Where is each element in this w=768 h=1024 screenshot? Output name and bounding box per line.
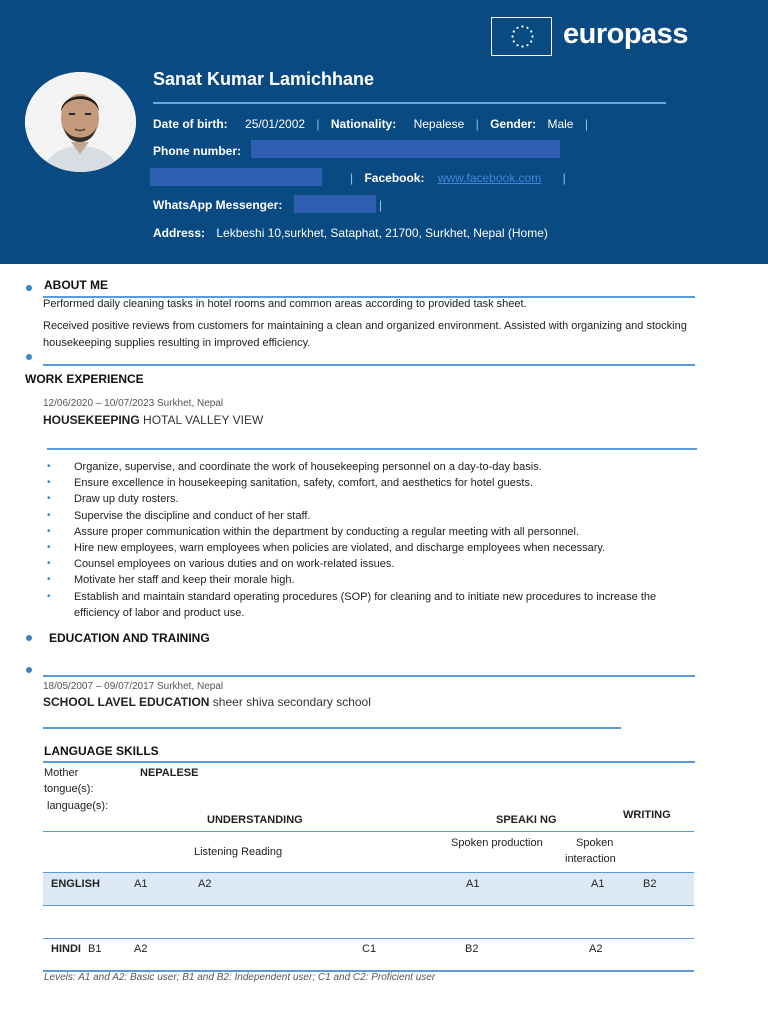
- europass-logo: europass: [563, 18, 688, 50]
- education-dates: 18/05/2007 – 09/07/2017 Surkhet, Nepal: [43, 681, 224, 692]
- facebook-link[interactable]: www.facebook.com: [437, 171, 542, 185]
- speaking-header: SPEAKI NG: [496, 814, 557, 826]
- candidate-name: Sanat Kumar Lamichhane: [153, 69, 375, 89]
- section-divider: [43, 364, 695, 366]
- section-bullet: [26, 354, 32, 360]
- whatsapp-row: [153, 198, 282, 212]
- duties-list: [47, 459, 697, 621]
- hindi-reading: A2: [134, 943, 148, 955]
- eu-flag-icon: [491, 17, 552, 56]
- bullet-icon: •: [47, 542, 51, 554]
- separator: |: [379, 198, 383, 212]
- section-bullet: [26, 285, 32, 291]
- understanding-header: UNDERSTANDING: [207, 814, 303, 826]
- section-divider: [43, 761, 695, 763]
- english-listening: A1: [134, 878, 148, 890]
- bullet-icon: •: [47, 461, 51, 472]
- separator: |: [584, 117, 588, 131]
- facebook-label: Facebook:: [364, 171, 425, 185]
- bullet-icon: •: [47, 590, 51, 602]
- hindi-production: C1: [362, 943, 377, 955]
- whatsapp-separator: [371, 198, 390, 212]
- about-paragraph-2: Received positive reviews from customers for maintaining a clean and organized environment. Assisted with organizing and stocking housekeeping supplies resulting in improved efficiency.: [43, 320, 687, 349]
- bullet-icon: •: [47, 574, 51, 586]
- hindi-interaction: B2: [465, 943, 479, 955]
- english-interaction: A1: [591, 878, 605, 890]
- nationality-value: Nepalese: [413, 117, 465, 131]
- address-label: Address:: [153, 226, 206, 240]
- table-divider: [43, 831, 694, 832]
- list-item: • Supervise the discipline and conduct of her staff.: [47, 508, 697, 524]
- phone-row: [153, 144, 241, 158]
- whatsapp-redacted: [294, 195, 376, 213]
- work-role: HOUSEKEEPING: [43, 413, 140, 427]
- profile-photo: [25, 72, 136, 172]
- bullet-icon: •: [47, 477, 51, 489]
- bullet-icon: •: [47, 509, 51, 521]
- education-entry: [43, 695, 371, 709]
- work-title: WORK EXPERIENCE: [25, 372, 144, 386]
- levels-note: Levels: A1 and A2: Basic user; B1 and B2: Independent user; C1 and C2: Proficient user: [44, 972, 436, 983]
- address-row: [153, 226, 548, 240]
- gender-label: Gender:: [490, 117, 537, 131]
- spoken-production-header: Spoken production: [451, 837, 543, 849]
- table-divider: [43, 938, 694, 939]
- separator: |: [350, 171, 354, 185]
- phone-redacted-continued: [150, 168, 322, 186]
- section-bullet: [26, 667, 32, 673]
- mother-tongue-value: NEPALESE: [140, 767, 199, 779]
- hindi-name: HINDI: [51, 943, 81, 955]
- section-divider: [43, 727, 621, 729]
- education-school: sheer shiva secondary school: [212, 695, 371, 709]
- english-writing: B2: [643, 878, 657, 890]
- nationality-label: Nationality:: [330, 117, 397, 131]
- about-title: ABOUT ME: [44, 278, 108, 292]
- table-divider: [43, 872, 694, 873]
- list-item: • Draw up duty rosters.: [47, 491, 697, 507]
- separator: |: [562, 171, 566, 185]
- bullet-icon: •: [47, 525, 51, 537]
- facebook-row: [342, 171, 574, 185]
- writing-header: WRITING: [623, 809, 671, 821]
- phone-label: Phone number:: [153, 144, 242, 158]
- section-divider: [47, 448, 697, 450]
- hindi-writing: A2: [589, 943, 603, 955]
- list-item: • Hire new employees, warn employees when policies are violated, and discharge employees when necessary.: [47, 540, 697, 556]
- phone-redacted: [251, 140, 560, 158]
- list-item: • Ensure excellence in housekeeping sanitation, safety, comfort, and aesthetics for hotel guests.: [47, 475, 697, 491]
- work-dates: 12/06/2020 – 10/07/2023 Surkhet, Nepal: [43, 398, 224, 409]
- address-value: Lekbeshi 10,surkhet, Sataphat, 21700, Surkhet, Nepal (Home): [216, 226, 548, 240]
- english-name: ENGLISH: [51, 878, 100, 890]
- mother-tongue-label-3: language(s):: [47, 800, 109, 812]
- bullet-icon: •: [47, 558, 51, 570]
- education-title: EDUCATION AND TRAINING: [49, 631, 210, 645]
- list-item: • Motivate her staff and keep their morale high.: [47, 572, 697, 588]
- english-reading: A2: [198, 878, 212, 890]
- hindi-listening: B1: [88, 943, 102, 955]
- table-divider: [43, 905, 694, 906]
- listening-reading-header: Listening Reading: [194, 846, 283, 858]
- header-banner: [0, 0, 768, 264]
- work-position: [43, 413, 263, 427]
- separator: |: [316, 117, 320, 131]
- personal-info-row: [153, 117, 596, 131]
- separator: |: [475, 117, 479, 131]
- work-employer: HOTAL VALLEY VIEW: [143, 413, 264, 427]
- bullet-icon: •: [47, 493, 51, 505]
- section-bullet: [26, 635, 32, 641]
- dob-label: Date of birth:: [153, 117, 228, 131]
- section-divider: [43, 675, 695, 677]
- spoken-interaction-header-2: interaction: [565, 853, 616, 865]
- gender-value: Male: [547, 117, 574, 131]
- name-divider: [153, 102, 666, 104]
- mother-tongue-label-1: Mother: [44, 767, 79, 779]
- about-paragraph-1: Performed daily cleaning tasks in hotel rooms and common areas according to provided task sheet.: [43, 298, 527, 310]
- english-production: A1: [466, 878, 480, 890]
- list-item: • Establish and maintain standard operating procedures (SOP) for cleaning and to initiate new procedures to increase the efficiency of labor and product use.: [47, 590, 657, 619]
- spoken-interaction-header-1: Spoken: [576, 837, 614, 849]
- education-qualification: SCHOOL LAVEL EDUCATION: [43, 695, 210, 709]
- dob-value: 25/01/2002: [245, 117, 306, 131]
- list-item: • Assure proper communication within the department by conducting a regular meeting with all personnel.: [47, 524, 697, 540]
- list-item: • Organize, supervise, and coordinate the work of housekeeping personnel on a day-to-day basis.: [47, 459, 697, 475]
- whatsapp-label: WhatsApp Messenger:: [153, 198, 283, 212]
- languages-title: LANGUAGE SKILLS: [44, 744, 159, 758]
- list-item: • Counsel employees on various duties and on work-related issues.: [47, 556, 697, 572]
- mother-tongue-label-2: tongue(s):: [44, 783, 94, 795]
